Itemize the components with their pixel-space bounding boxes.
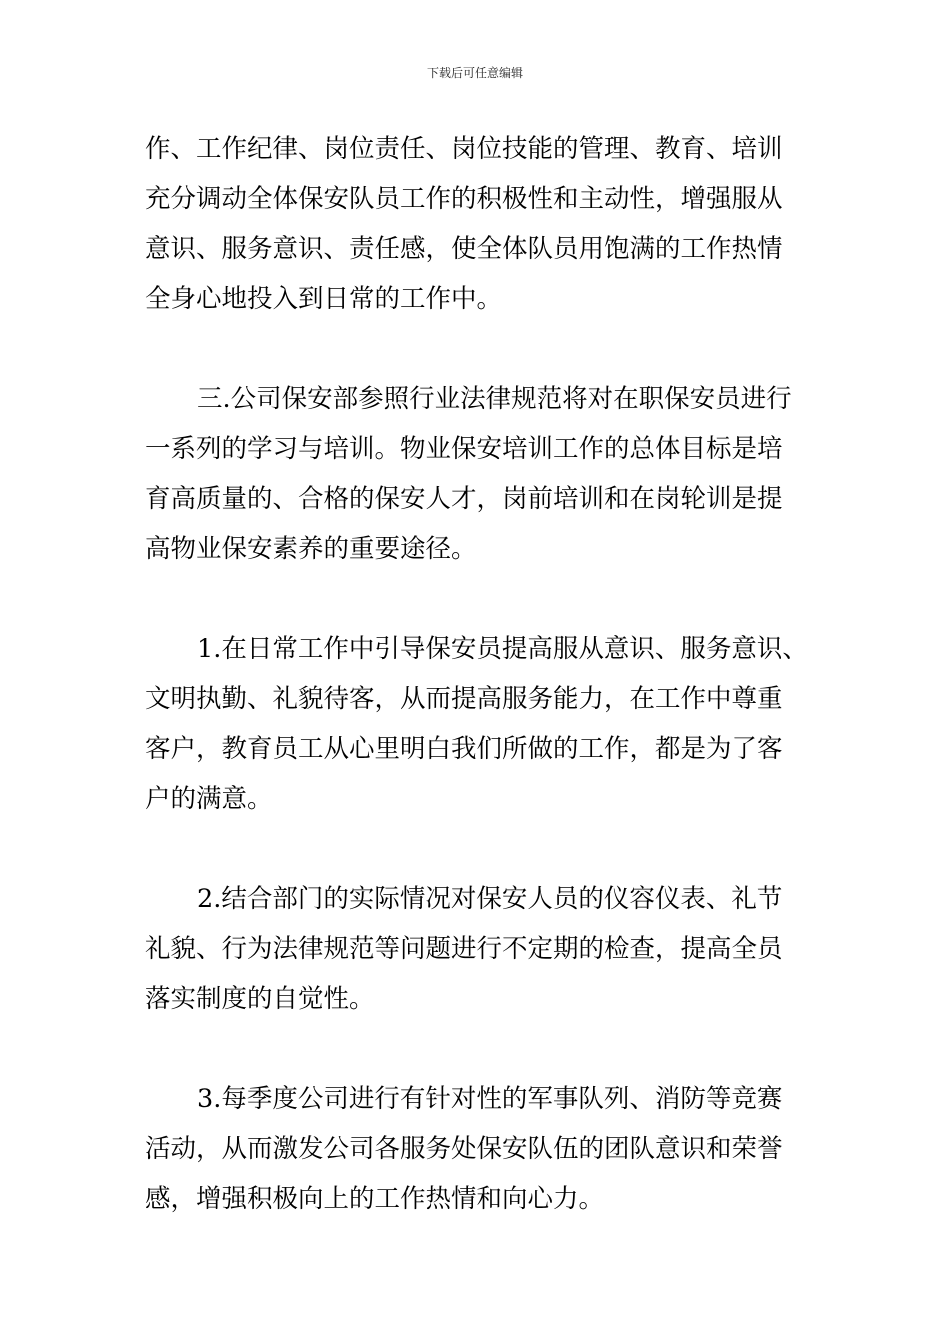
paragraph-line: 落实制度的自觉性。: [145, 984, 375, 1014]
paragraph-line: 文明执勤、礼貌待客，从而提高服务能力，在工作中尊重: [145, 684, 783, 714]
paragraph-line: 育高质量的、合格的保安人才，岗前培训和在岗轮训是提: [145, 484, 783, 514]
paragraph-line: 客户，教育员工从心里明白我们所做的工作，都是为了客: [145, 734, 783, 764]
paragraph-line: 高物业保安素养的重要途径。: [145, 534, 477, 564]
paragraph-line: 2.结合部门的实际情况对保安人员的仪容仪表、礼节: [197, 884, 783, 914]
paragraph-line: 感，增强积极向上的工作热情和向心力。: [145, 1184, 605, 1214]
paragraph-line: 全身心地投入到日常的工作中。: [145, 284, 503, 314]
paragraph-line: 户的满意。: [145, 784, 273, 814]
paragraph-line: 活动，从而激发公司各服务处保安队伍的团队意识和荣誉: [145, 1134, 783, 1164]
page-header: 下载后可任意编辑: [426, 66, 523, 80]
paragraph-line: 意识、服务意识、责任感，使全体队员用饱满的工作热情: [145, 234, 783, 264]
paragraph-line: 一系列的学习与培训。物业保安培训工作的总体目标是培: [145, 434, 783, 464]
paragraph-line: 3.每季度公司进行有针对性的军事队列、消防等竞赛: [197, 1084, 783, 1114]
paragraph-line: 礼貌、行为法律规范等问题进行不定期的检查，提高全员: [145, 934, 783, 964]
paragraph-line: 三.公司保安部参照行业法律规范将对在职保安员进行: [197, 384, 792, 414]
paragraph-line: 充分调动全体保安队员工作的积极性和主动性，增强服从: [145, 184, 783, 214]
paragraph-line: 1.在日常工作中引导保安员提高服从意识、服务意识、: [197, 634, 808, 664]
paragraph-line: 作、工作纪律、岗位责任、岗位技能的管理、教育、培训: [145, 134, 783, 164]
